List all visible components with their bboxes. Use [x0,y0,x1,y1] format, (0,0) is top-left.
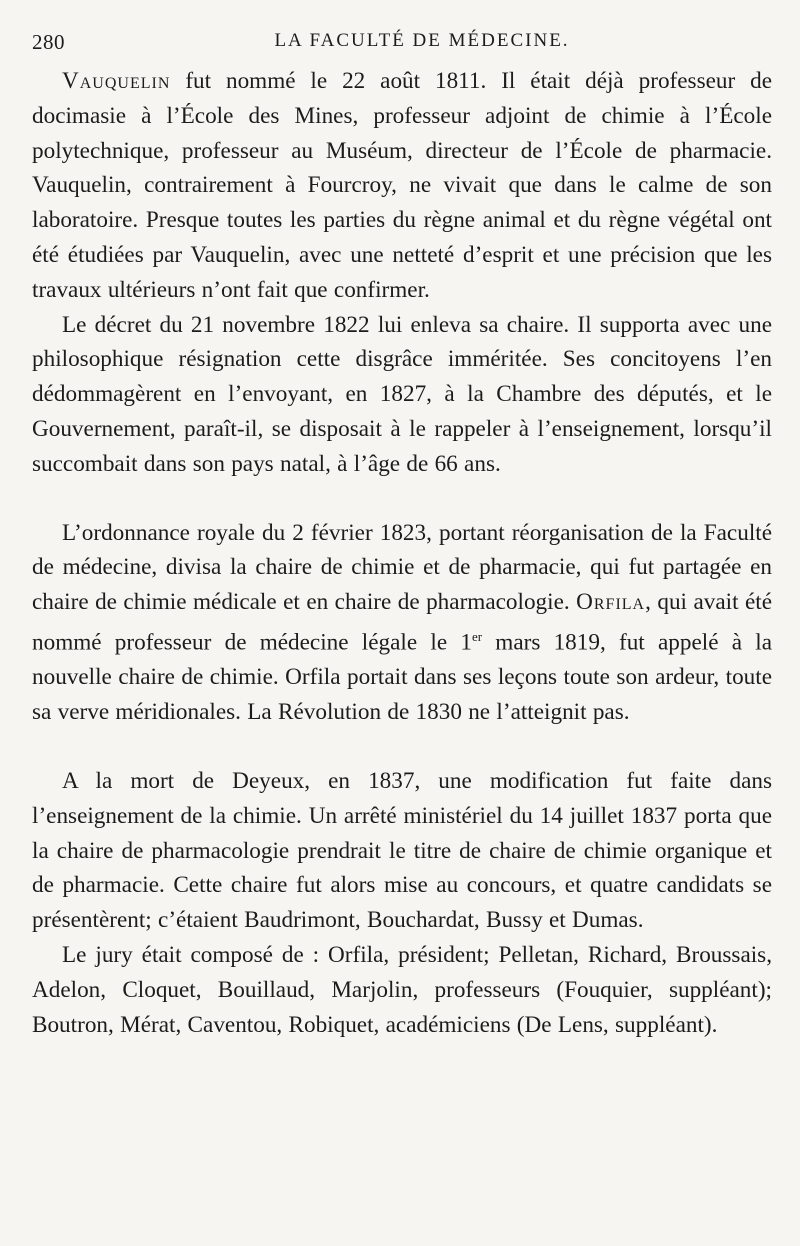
paragraph-text: L’ordonnance royale du 2 février 1823, portant réorganisation de la Faculté de médecine, divisa la chaire de chimie et de pharmacie, qui fut partagée en chaire de chimie médicale et en chaire de pharmacologie. [32,519,772,616]
paragraph-text: A la mort de Deyeux, en 1837, une modification fut faite dans l’enseignement de la chimie. Un arrêté ministériel du 14 juillet 1837 porta que la chaire de pharmacologie prendrait le titre de chaire de chimie organique et de pharmacie. Cette chaire fut alors mise au concours, et quatre candidats se présentèrent; c’étaient Baudrimont, Bouchardat, Bussy et Dumas. [32,768,772,934]
paragraph-deyeux [32,764,772,938]
page-header [32,30,772,56]
name-vauquelin: Vauquelin [62,68,171,94]
paragraph-decret [32,308,772,482]
paragraph-text: , qui avait été nommé professeur de médecine légale le 1 [32,589,772,656]
paragraph-text: fut nommé le 22 août 1811. Il était déjà professeur de docimasie à l’École des Mines, professeur adjoint de chimie à l’École polytechnique, professeur au Muséum, directeur de l’École de pharmacie. Vauquelin, contrairement à Fourcroy, ne vivait que dans le calme de son laboratoire. Presque toutes les parties du règne animal et du règne végétal ont été étudiées par Vauquelin, avec une netteté d’esprit et une précision que les travaux ultérieurs n’ont fait que confirmer. [32,68,772,303]
running-title: LA FACULTÉ DE MÉDECINE. [274,30,570,51]
paragraph-text: mars 1819, fut appelé à la nouvelle chaire de chimie. Orfila portait dans ses leçons toute son ardeur, toute sa verve méridionales. La Révolution de 1830 ne l’atteignit pas. [32,629,772,726]
paragraph-vauquelin [32,64,772,308]
page-number: 280 [32,30,65,54]
paragraph-ordonnance [32,516,772,731]
paragraph-text: Le jury était composé de : Orfila, président; Pelletan, Richard, Broussais, Adelon, Cloquet, Bouillaud, Marjolin, professeurs (Fouquier, suppléant); Boutron, Mérat, Caventou, Robiquet, académiciens (De Lens, suppléant). [32,942,772,1038]
superscript-er: er [471,628,483,644]
name-orfila: Orfila [576,589,646,616]
paragraph-jury [32,938,772,1042]
paragraph-text: Le décret du 21 novembre 1822 lui enleva sa chaire. Il supporta avec une philosophique résignation cette disgrâce imméritée. Ses concitoyens l’en dédommagèrent en l’envoyant, en 1827, à la Chambre des députés, et le Gouvernement, paraît-il, se disposait à le rappeler à l’enseignement, lorsqu’il succombait dans son pays natal, à l’âge de 66 ans. [32,311,772,477]
body-text [32,64,772,1042]
